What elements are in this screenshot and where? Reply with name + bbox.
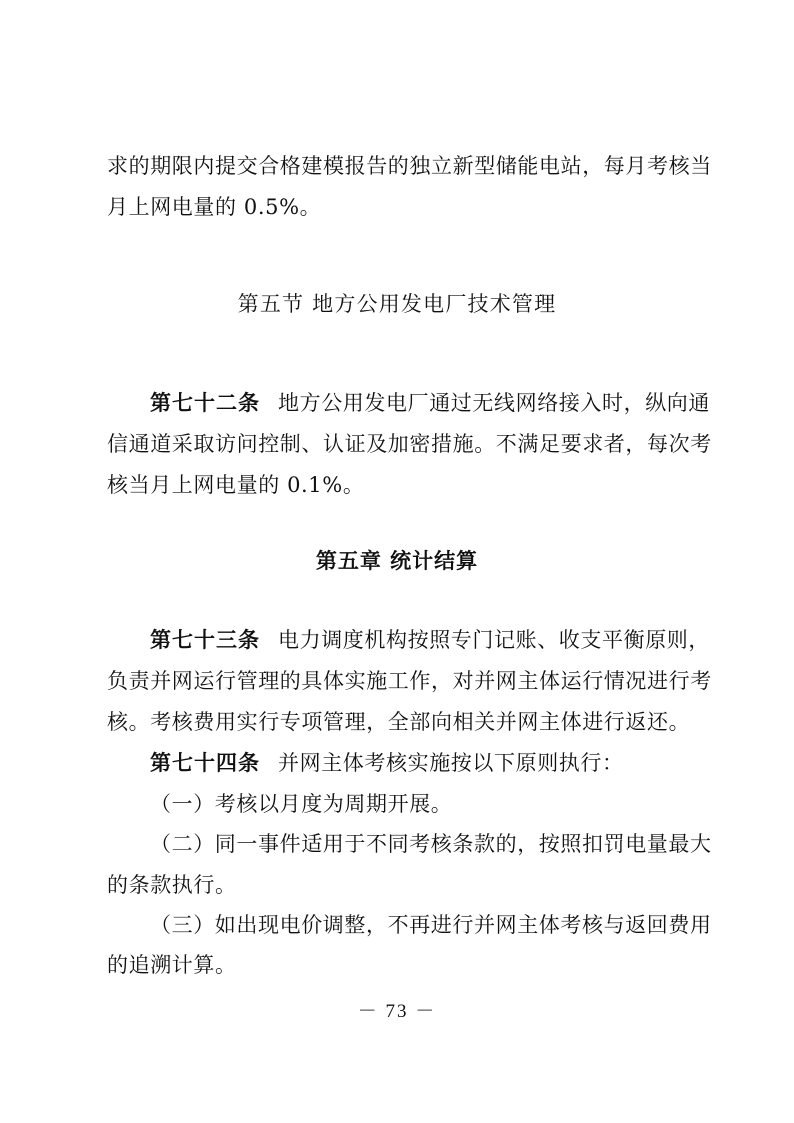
page-number: － 73 －: [357, 1001, 437, 1022]
article-73-text: 电力调度机构按照专门记账、收支平衡原则，: [278, 628, 710, 652]
article-72-line: 核当月上网电量的 0.1%。: [107, 473, 365, 497]
article-73-line: 负责并网运行管理的具体实施工作，对并网主体运行情况进行考: [107, 669, 712, 693]
article-73-label: 第七十三条: [150, 628, 260, 652]
section-heading: 第五节 地方公用发电厂技术管理: [237, 292, 557, 316]
article-72-text: 地方公用发电厂通过无线网络接入时，纵向通: [278, 391, 710, 415]
paragraph-line: 月上网电量的 0.5%。: [107, 195, 322, 219]
list-item-1: （一）考核以月度为周期开展。: [150, 792, 453, 816]
list-item-2: （二）同一事件适用于不同考核条款的，按照扣罚电量最大: [150, 832, 712, 856]
article-72-label: 第七十二条: [150, 391, 260, 415]
article-73-line: 核。考核费用实行专项管理，全部向相关并网主体进行返还。: [107, 710, 691, 734]
list-item-3-continuation: 的追溯计算。: [107, 953, 237, 977]
list-item-3: （三）如出现电价调整，不再进行并网主体考核与返回费用: [150, 913, 712, 937]
article-74-label: 第七十四条: [150, 751, 260, 775]
list-item-2-continuation: 的条款执行。: [107, 873, 237, 897]
article-74-first-line: [150, 748, 697, 778]
paragraph-line: 求的期限内提交合格建模报告的独立新型储能电站，每月考核当: [107, 154, 712, 178]
chapter-heading: 第五章 统计结算: [315, 549, 479, 573]
article-74-text: 并网主体考核实施按以下原则执行：: [278, 751, 624, 775]
article-72-line: 信通道采取访问控制、认证及加密措施。不满足要求者，每次考: [107, 432, 712, 456]
article-72-first-line: [150, 388, 710, 418]
article-73-first-line: [150, 625, 710, 655]
